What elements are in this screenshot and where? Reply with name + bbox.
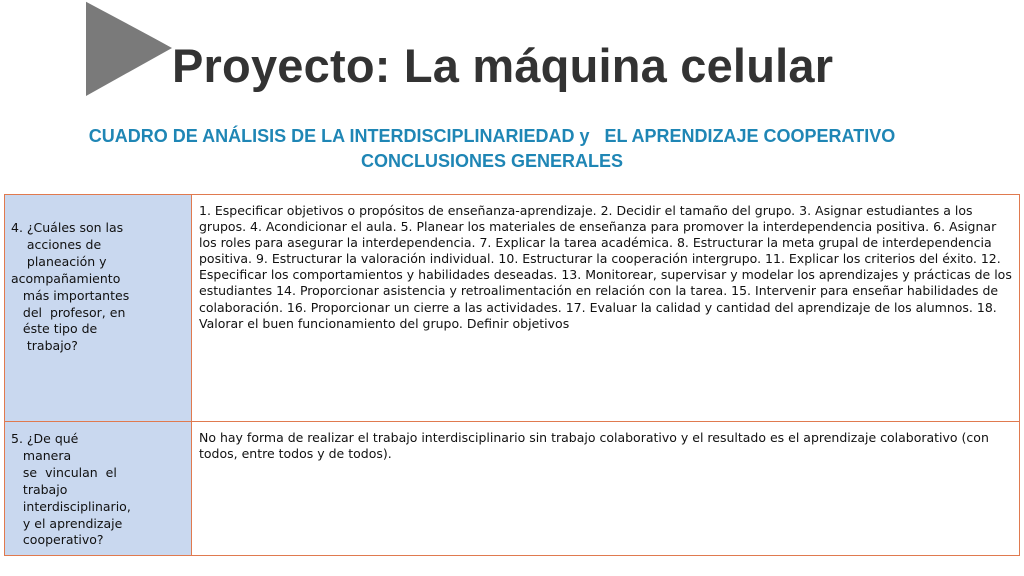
question-cell — [5, 422, 192, 556]
slide-subtitle — [40, 124, 944, 174]
question-line: se vinculan el — [11, 464, 117, 480]
question-line: cooperativo? — [11, 532, 104, 548]
question-line: del profesor, en — [11, 304, 126, 320]
gray-triangle-chevron-icon — [84, 0, 174, 96]
question-line: 4. ¿Cuáles son las — [11, 220, 124, 235]
subtitle-line: CONCLUSIONES GENERALES — [360, 151, 624, 171]
question-line: acciones de — [11, 236, 102, 252]
question-line: manera — [11, 447, 72, 463]
slide-title: Proyecto: La máquina celular — [172, 39, 834, 92]
question-line: planeación y — [11, 253, 107, 269]
table-row — [5, 422, 1020, 556]
answer-cell: 1. Especificar objetivos o propósitos de enseñanza-aprendizaje. 2. Decidir el tamaño del grupo. 3. Asignar estudiantes a los grupos. 4. Acondicionar el aula. 5. Planear los materiales de enseñanza para promover la interdependencia positiva. 6. Asignar los roles para asegurar la interdependencia. 7. Explicar la tarea académica. 8. Estructurar la meta grupal de interdependencia positiva. 9. Estructurar la valoración individual. 10. Estructurar la cooperación intergrupo. 11. Explicar los criterios del éxito. 12. Especificar los comportamientos y habilidades deseadas. 13. Monitorear, supervisar y modelar los aprendizajes y prácticas de los estudiantes 14. Proporcionar asistencia y retroalimentación en relación con la tarea. 15. Intervenir para enseñar habilidades de colaboración. 16. Proporcionar un cierre a las actividades. 17. Evaluar la calidad y cantidad del aprendizaje de los alumnos. 18. Valorar el buen funcionamiento del grupo. Definir objetivos — [192, 195, 1020, 422]
analysis-table — [4, 194, 1020, 556]
answer-cell: No hay forma de realizar el trabajo interdisciplinario sin trabajo colaborativo y el resultado es el aprendizaje colaborativo (con todos, entre todos y de todos). — [192, 422, 1020, 556]
table-row — [5, 195, 1020, 422]
question-line: y el aprendizaje — [11, 515, 123, 531]
question-line: éste tipo de — [11, 321, 98, 337]
question-line: acompañamiento — [11, 270, 121, 286]
question-line: trabajo — [11, 481, 68, 497]
question-line: interdisciplinario, — [11, 498, 131, 514]
subtitle-line: CUADRO DE ANÁLISIS DE LA INTERDISCIPLINARIEDAD y EL APRENDIZAJE COOPERATIVO — [88, 126, 896, 146]
question-line: más importantes — [11, 287, 130, 303]
question-cell — [5, 195, 192, 422]
question-line: trabajo? — [11, 338, 78, 354]
question-line: 5. ¿De qué — [11, 431, 79, 446]
